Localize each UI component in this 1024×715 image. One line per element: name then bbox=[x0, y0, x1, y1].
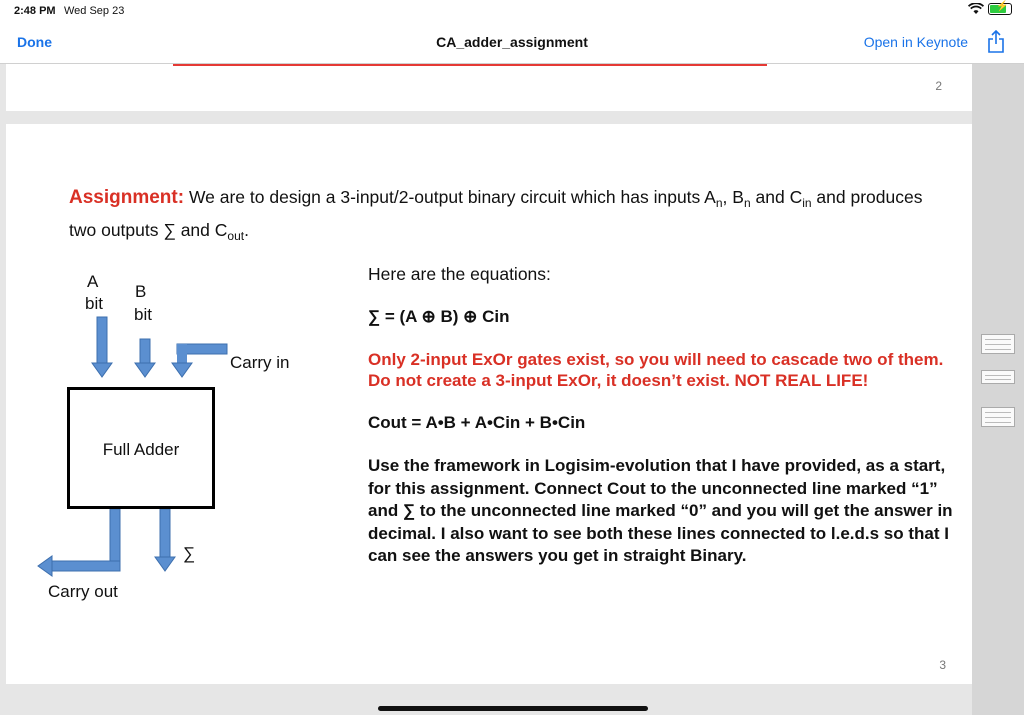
carry-out-arrow bbox=[38, 509, 120, 576]
input-a-bit-label: bit bbox=[85, 294, 103, 313]
page-thumbnail-rail[interactable] bbox=[972, 64, 1024, 715]
subscript: in bbox=[802, 196, 812, 210]
status-icons bbox=[968, 3, 1012, 15]
done-button[interactable]: Done bbox=[17, 34, 52, 50]
assignment-text: and C bbox=[750, 187, 803, 207]
input-b-label: B bbox=[135, 282, 147, 301]
page-number: 3 bbox=[939, 658, 946, 672]
carry-in-label: Carry in bbox=[230, 353, 290, 372]
warning-text: Only 2-input ExOr gates exist, so you will need to cascade two of them. Do not create a 3-input ExOr, it doesn’t exist. NOT REAL LIFE! bbox=[368, 350, 944, 390]
assignment-label: Assignment: bbox=[69, 187, 185, 208]
equations-column bbox=[368, 264, 968, 568]
instructions-text: Use the framework in Logisim-evolution that I have provided, as a start, for this assignment. Connect Cout to the unconnected line marked “1” and ∑ to the unconnected line marked “0” and you will get the answer in decimal. I also want to see both these lines connected to l.e.d.s so that I can see the answers you get in straight Binary. bbox=[368, 456, 953, 565]
carry-out-label: Carry out bbox=[48, 582, 118, 601]
equations-title: Here are the equations: bbox=[368, 264, 551, 284]
page-thumbnail[interactable] bbox=[981, 407, 1015, 427]
document-viewer[interactable] bbox=[0, 64, 1024, 715]
nav-bar bbox=[0, 22, 1024, 64]
home-indicator[interactable] bbox=[378, 706, 648, 711]
full-adder-block bbox=[67, 387, 215, 509]
full-adder-label: Full Adder bbox=[102, 440, 180, 459]
input-b-arrow bbox=[135, 339, 155, 377]
assignment-text: . bbox=[244, 220, 249, 240]
assignment-paragraph bbox=[69, 184, 949, 250]
assignment-text: and produces two outputs ∑ and C bbox=[69, 187, 923, 240]
subscript: out bbox=[227, 229, 245, 243]
input-b-bit-label: bit bbox=[134, 305, 152, 324]
input-a-arrow bbox=[92, 317, 112, 377]
assignment-text: , B bbox=[722, 187, 744, 207]
carry-in-arrow bbox=[172, 344, 227, 377]
full-adder-diagram bbox=[30, 269, 330, 629]
share-icon[interactable] bbox=[986, 30, 1006, 54]
page-thumbnail[interactable] bbox=[981, 370, 1015, 384]
status-bar bbox=[0, 0, 1024, 22]
page-number: 2 bbox=[935, 79, 942, 93]
previous-page bbox=[6, 64, 972, 111]
assignment-text: We are to design a 3-input/2-output binary circuit which has inputs A bbox=[184, 187, 716, 207]
cout-equation: Cout = A•B + A•Cin + B•Cin bbox=[368, 413, 586, 432]
battery-icon: ⚡ bbox=[988, 3, 1012, 15]
open-in-keynote-button[interactable]: Open in Keynote bbox=[863, 34, 968, 50]
sum-arrow bbox=[155, 509, 175, 571]
status-date: Wed Sep 23 bbox=[64, 5, 125, 17]
input-a-label: A bbox=[87, 272, 99, 291]
document-title: CA_adder_assignment bbox=[436, 34, 588, 50]
page-thumbnail[interactable] bbox=[981, 334, 1015, 354]
wifi-icon bbox=[968, 3, 984, 15]
status-time: 2:48 PM bbox=[14, 5, 56, 17]
red-line bbox=[173, 64, 767, 66]
sum-equation: ∑ = (A ⊕ B) ⊕ Cin bbox=[368, 307, 510, 326]
subscript: n bbox=[743, 196, 751, 210]
subscript: n bbox=[715, 196, 723, 210]
sum-label: ∑ bbox=[183, 544, 196, 563]
current-page bbox=[6, 124, 972, 684]
